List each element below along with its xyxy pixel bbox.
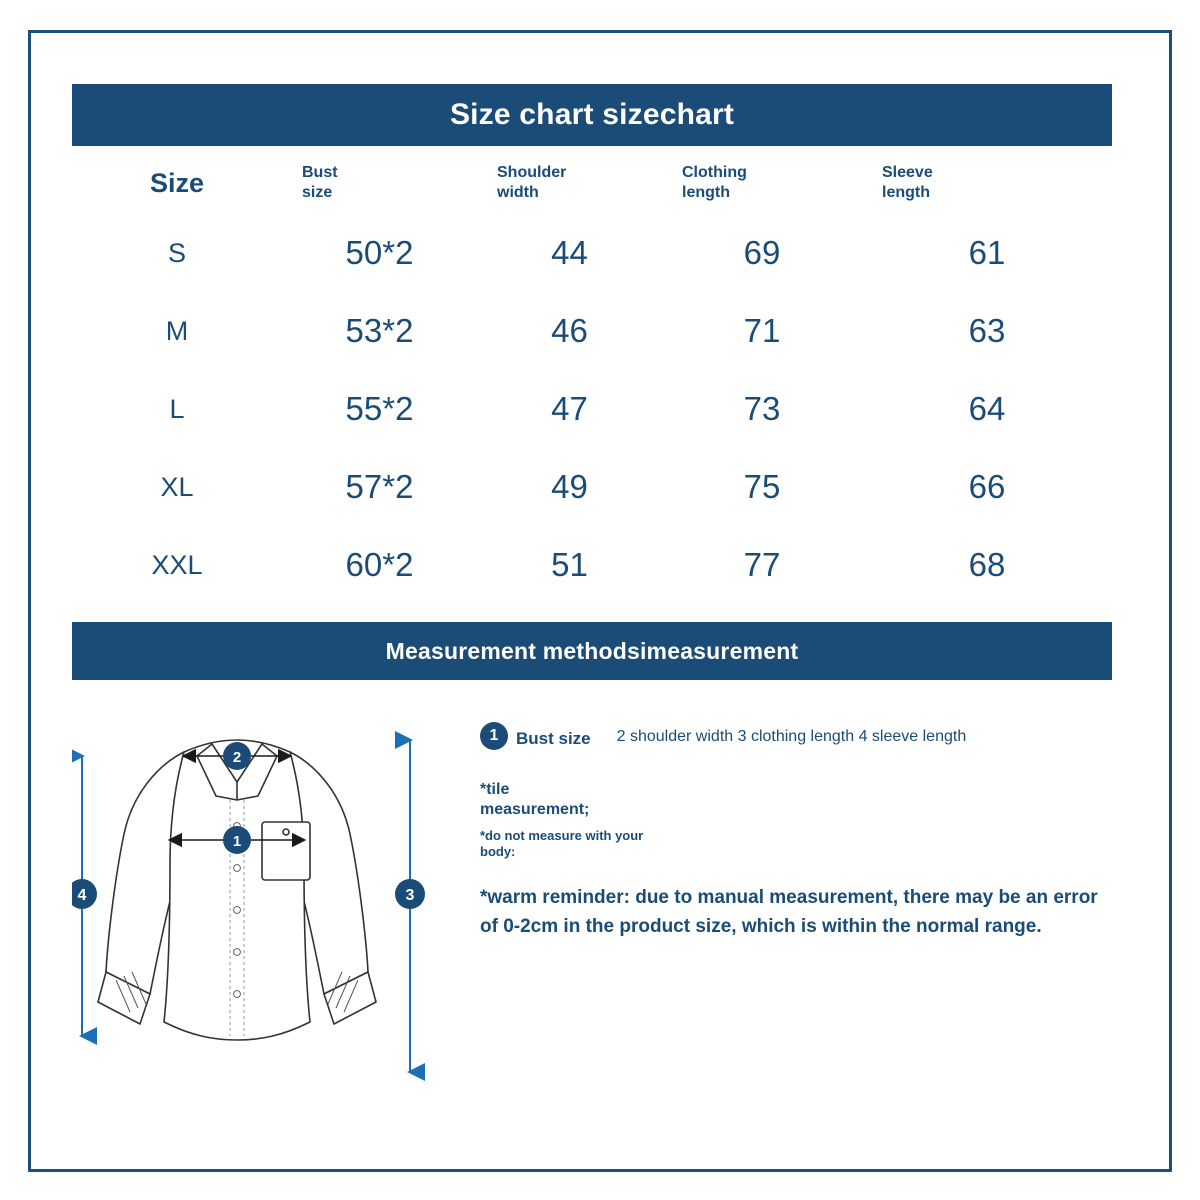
cell-sleeve-length: 66 [968,468,1006,505]
cell-sleeve-length: 61 [968,234,1006,271]
cell-shoulder: 49 [551,468,588,505]
cell-size: M [165,315,189,346]
cell-sleeve-length: 68 [968,546,1006,583]
column-header-sleeve-length-line1: Sleeve [882,164,933,181]
column-header-shoulder-line2: width [497,184,539,201]
do-not-measure-body-note: *do not measure with your body: [480,828,644,860]
size-chart-table [72,152,1112,604]
column-header-bust [282,152,477,214]
cell-clothing-length: 69 [743,234,781,271]
cell-bust: 50*2 [345,234,414,271]
column-header-bust-line2: size [302,184,333,201]
cell-size: L [169,393,185,424]
cell-bust: 60*2 [345,546,414,583]
cell-size: S [167,237,186,268]
bust-size-label: Bust size [516,729,591,748]
badge-1-icon: 1 [480,722,508,750]
cell-shoulder: 47 [551,390,588,427]
cell-shoulder: 46 [551,312,588,349]
measurement-list-text: 2 shoulder width 3 clothing length 4 sleeve length [616,728,967,745]
shirt-diagram [72,704,472,1094]
cell-clothing-length: 71 [743,312,781,349]
svg-text:4: 4 [77,887,87,904]
table-row [72,526,1112,604]
content-container [72,84,1112,1134]
table-row [72,370,1112,448]
svg-text:2: 2 [232,749,242,766]
table-row [72,214,1112,292]
measurement-section [72,704,1112,1104]
cell-clothing-length: 77 [743,546,781,583]
cell-bust: 57*2 [345,468,414,505]
svg-text:3: 3 [405,887,415,904]
measurement-methods-banner: Measurement methodsimeasurement [72,622,1112,680]
cell-size: XL [160,471,194,502]
svg-text:1: 1 [232,833,242,850]
column-header-shoulder-line1: Shoulder [497,164,567,181]
cell-size: XXL [151,549,203,580]
column-header-clothing-length [662,152,862,214]
column-header-clothing-length-line2: length [682,184,730,201]
column-header-sleeve-length [862,152,1112,214]
cell-clothing-length: 75 [743,468,781,505]
column-header-size: Size [149,167,205,198]
cell-shoulder: 44 [551,234,588,271]
measurement-notes [480,722,1110,941]
warm-reminder-note: *warm reminder: due to manual measurement, there may be an error of 0-2cm in the product size, which is within the normal range. [480,886,1098,937]
column-header-clothing-length-line1: Clothing [682,164,747,181]
column-header-sleeve-length-line2: length [882,184,930,201]
table-header-row [72,152,1112,214]
table-row [72,448,1112,526]
cell-sleeve-length: 63 [968,312,1006,349]
cell-bust: 55*2 [345,390,414,427]
cell-shoulder: 51 [551,546,588,583]
size-chart-title-banner: Size chart sizechart [72,84,1112,146]
tile-measurement-note: *tile measurement; [480,781,590,818]
measurement-legend [480,722,1110,750]
column-header-bust-line1: Bust [302,164,338,181]
table-row [72,292,1112,370]
column-header-shoulder [477,152,662,214]
cell-clothing-length: 73 [743,390,781,427]
cell-sleeve-length: 64 [968,390,1006,427]
cell-bust: 53*2 [345,312,414,349]
